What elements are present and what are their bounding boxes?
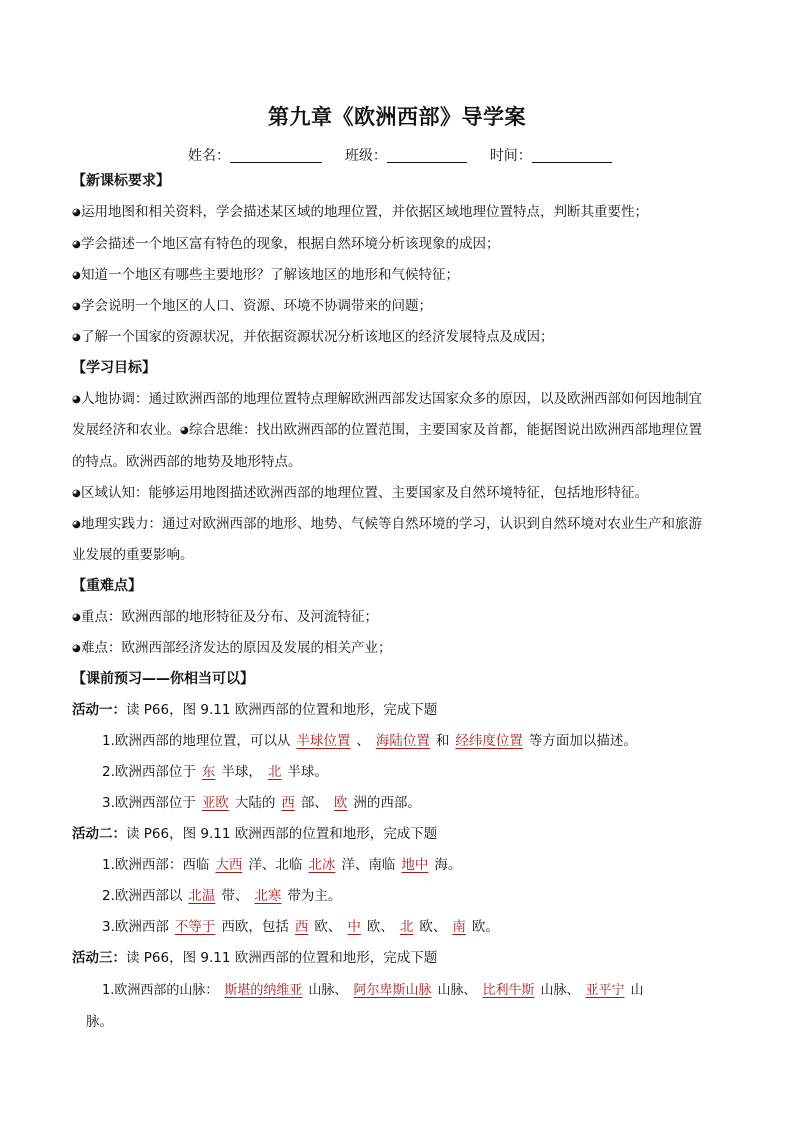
requirement-item: ◕运用地图和相关资料，学会描述某区域的地理位置，并依据区域地理位置特点，判断其重要性； <box>72 204 648 220</box>
bullet-icon: ◕ <box>72 643 81 654</box>
goal-line: ◕人地协调：通过欧洲西部的地理位置特点理解欧洲西部发达国家众多的原因，以及欧洲西部如何因地制宜 <box>72 391 702 407</box>
name-label: 姓名： <box>188 148 230 164</box>
bullet-icon: ◕ <box>72 207 81 218</box>
answer-blank[interactable]: 不等于 <box>174 919 216 935</box>
answer-blank[interactable]: 斯堪的纳维亚 <box>224 983 303 998</box>
activity-1-q1: 1.欧洲西部的地理位置，可以从 半球位置 、 海陆位置 和 经纬度位置 等方面加以描述。 <box>102 733 637 749</box>
key-point-item: ◕重点：欧洲西部的地形特征及分布、及河流特征； <box>72 609 378 625</box>
goal-line: 的特点。欧洲西部的地势及地形特点。 <box>72 454 302 470</box>
requirement-item: ◕学会描述一个地区富有特色的现象，根据自然环境分析该现象的成因； <box>72 236 500 252</box>
answer-blank[interactable]: 北冰 <box>308 857 336 873</box>
bullet-icon: ◕ <box>72 612 81 623</box>
time-field[interactable] <box>532 148 612 163</box>
bullet-icon: ◕ <box>72 332 81 343</box>
bullet-icon: ◕ <box>72 270 81 281</box>
answer-blank[interactable]: 中 <box>347 919 361 935</box>
answer-blank[interactable]: 西 <box>281 795 295 811</box>
goal-line: 发展经济和农业。◕综合思维：找出欧洲西部的位置范围，主要国家及首都，能据图说出欧洲西部地理位置 <box>72 422 702 438</box>
requirement-item: ◕知道一个地区有哪些主要地形？了解该地区的地形和气候特征； <box>72 267 459 283</box>
class-label: 班级： <box>344 148 387 164</box>
answer-blank[interactable]: 北 <box>267 764 282 780</box>
bullet-icon: ◕ <box>72 394 81 405</box>
answer-blank[interactable]: 南 <box>452 919 466 935</box>
answer-blank[interactable]: 亚平宁 <box>585 983 625 998</box>
key-point-item: ◕难点：欧洲西部经济发达的原因及发展的相关产业； <box>72 640 392 656</box>
activity-1-prompt: 活动一：读 P66，图 9.11 欧洲西部的位置和地形，完成下题 <box>72 702 438 718</box>
answer-blank[interactable]: 东 <box>201 764 216 780</box>
bullet-icon: ◕ <box>180 425 189 436</box>
answer-blank[interactable]: 亚欧 <box>201 795 229 811</box>
requirements-header: 【新课标要求】 <box>72 173 170 189</box>
answer-blank[interactable]: 北温 <box>188 888 216 904</box>
key-points-header: 【重难点】 <box>72 578 142 594</box>
answer-blank[interactable]: 比利牛斯 <box>482 983 535 998</box>
bullet-icon: ◕ <box>72 301 81 312</box>
goal-line: ◕区域认知：能够运用地图描述欧洲西部的地理位置、主要国家及自然环境特征，包括地形特征。 <box>72 485 648 501</box>
bullet-icon: ◕ <box>72 488 81 499</box>
requirement-item: ◕学会说明一个地区的人口、资源、环境不协调带来的问题； <box>72 298 432 314</box>
answer-blank[interactable]: 地中 <box>401 857 429 873</box>
name-field[interactable] <box>230 148 322 163</box>
goals-header: 【学习目标】 <box>72 360 156 376</box>
answer-blank[interactable]: 北寒 <box>254 888 282 904</box>
goal-line: 业发展的重要影响。 <box>72 547 194 563</box>
class-field[interactable] <box>387 148 467 163</box>
bullet-icon: ◕ <box>72 519 81 530</box>
activity-3-q1: 1.欧洲西部的山脉： 斯堪的纳维亚 山脉、 阿尔卑斯山脉 山脉、 比利牛斯 山脉、 亚平宁 山 <box>102 983 644 998</box>
time-label: 时间： <box>489 148 532 164</box>
bullet-icon: ◕ <box>72 239 81 250</box>
requirement-item: ◕了解一个国家的资源状况，并依据资源状况分析该地区的经济发展特点及成因； <box>72 329 554 345</box>
activity-3-q1-continuation: 脉。 <box>86 1014 113 1030</box>
activity-2-prompt: 活动二：读 P66，图 9.11 欧洲西部的位置和地形，完成下题 <box>72 826 438 842</box>
page-title: 第九章《欧洲西部》导学案 <box>268 105 526 129</box>
answer-blank[interactable]: 欧 <box>333 795 348 811</box>
activity-2-q2: 2.欧洲西部以 北温 带、 北寒 带为主。 <box>102 888 342 904</box>
answer-blank[interactable]: 大西 <box>215 857 243 873</box>
preview-header: 【课前预习——你相当可以】 <box>72 671 254 687</box>
answer-blank[interactable]: 海陆位置 <box>375 733 430 749</box>
activity-2-q3: 3.欧洲西部 不等于 西欧，包括 西 欧、 中 欧、 北 欧、 南 欧。 <box>102 919 499 935</box>
answer-blank[interactable]: 阿尔卑斯山脉 <box>353 983 432 998</box>
answer-blank[interactable]: 北 <box>399 919 414 935</box>
activity-3-prompt: 活动三：读 P66，图 9.11 欧洲西部的位置和地形，完成下题 <box>72 950 438 966</box>
answer-blank[interactable]: 半球位置 <box>296 733 351 749</box>
student-info-row <box>188 145 612 165</box>
answer-blank[interactable]: 经纬度位置 <box>455 733 523 749</box>
activity-2-q1: 1.欧洲西部：西临 大西 洋、北临 北冰 洋、南临 地中 海。 <box>102 857 462 873</box>
activity-1-q2: 2.欧洲西部位于 东 半球， 北 半球。 <box>102 764 328 780</box>
activity-1-q3: 3.欧洲西部位于 亚欧 大陆的 西 部、 欧 洲的西部。 <box>102 795 421 811</box>
goal-line: ◕地理实践力：通过对欧洲西部的地形、地势、气候等自然环境的学习，认识到自然环境对农业生产和旅游 <box>72 516 702 532</box>
answer-blank[interactable]: 西 <box>294 919 309 935</box>
